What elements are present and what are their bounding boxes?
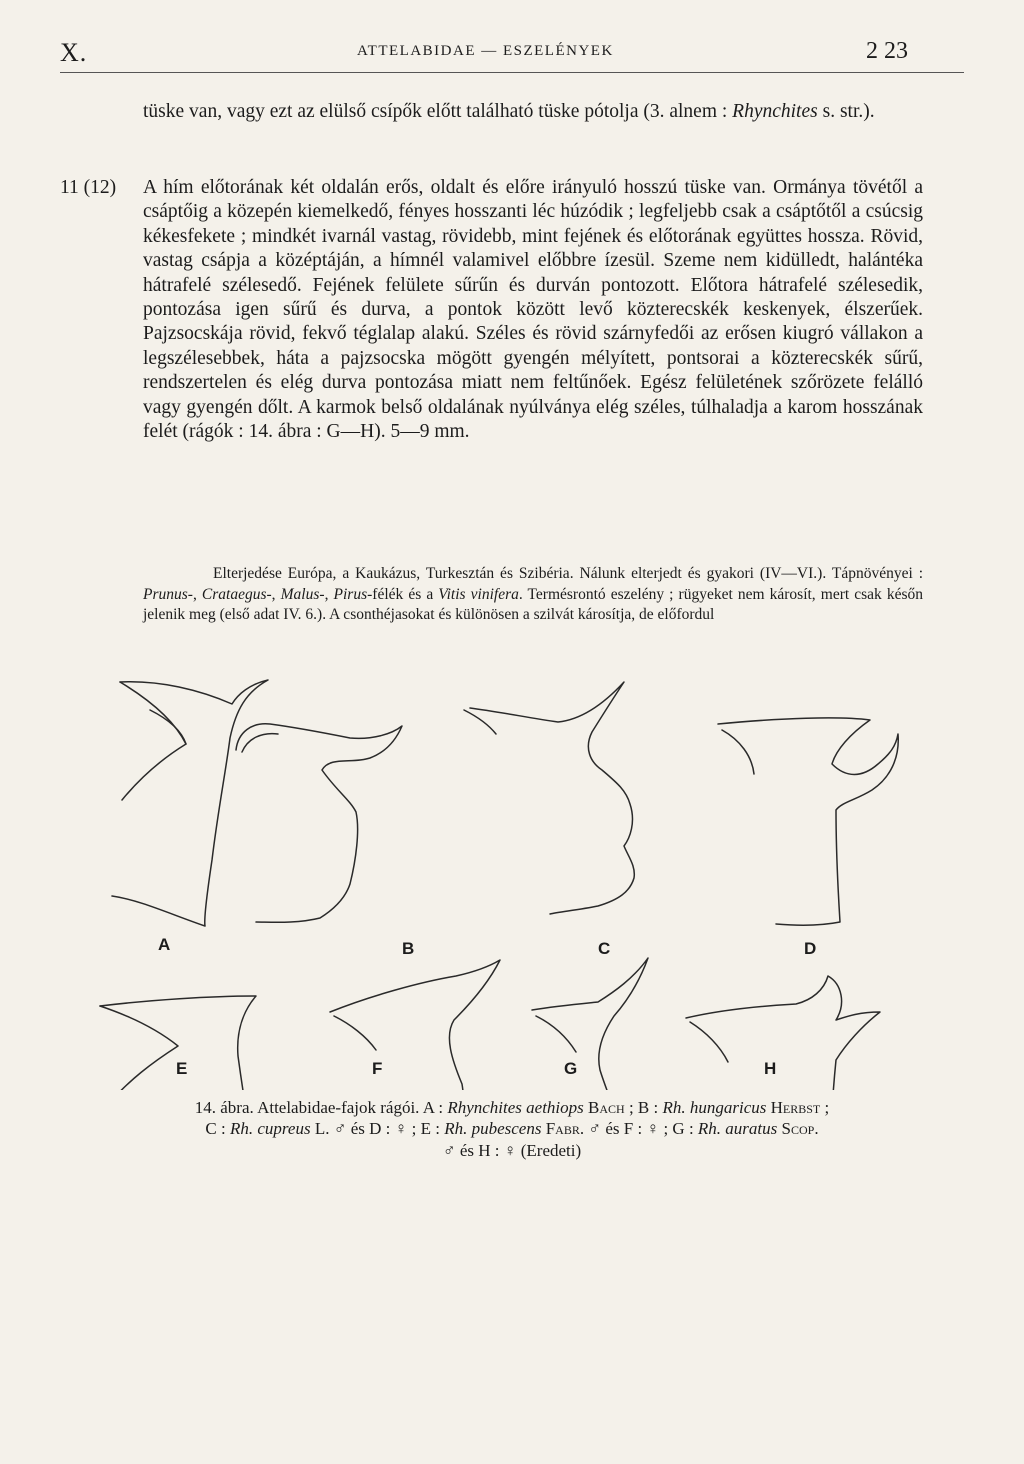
page-number: 2 23 xyxy=(866,38,908,64)
mandible-figure xyxy=(0,660,1024,1090)
label-e: E xyxy=(176,1059,188,1078)
mandible-c xyxy=(464,682,634,914)
mandible-f xyxy=(330,960,500,1090)
caption-line-1: 14. ábra. Attelabidae-fajok rágói. A : Rhynchites aethiops Bach ; B : Rh. hungaricus Herbst ; xyxy=(194,1098,830,1117)
label-a: A xyxy=(158,935,171,954)
header-rule xyxy=(60,72,964,73)
couplet-text: A hím előtorának két oldalán erős, oldalt és előre irányuló hosszú tüske van. Ormánya tövétől a csáptőig a közepén kiemelkedő, fényes hosszanti léc húzódik ; legfeljebb csak a csáptőtől a csúcsig kékesfekete ; mindkét ivarnál vastag, rövidebb, mint fejének és előtorának együttes hossza. Rövid, vastag csápja a középtáján, a hímnél valamivel előbbre ízesül. Szeme nem kidülledt, halántéka hátrafelé szélesedő. Fejének felülete sűrűn és durván pontozott. Előtora hátrafelé szélesedik, pontozása igen sűrű és durva, a pontok között levő közterecskék keskenyek, élszerűek. Pajzsocskája rövid, fekvő téglalap alakú. Széles és rövid szárnyfedői az erősen kiugró vállakon a legszélesebbek, háta a pajzsocska mögött gyengén mélyített, pontsorai a közterecskék sűrű, rendszertelen és elég durva pontozása miatt nem feltűnőek. Egész felületének szőrözete felálló vagy gyengén dőlt. A karmok belső oldalának nyúlványa elég széles, túlhaladja a karom hosszának felét (rágók : 14. ábra : G—H). 5—9 mm. xyxy=(143,177,923,443)
label-f: F xyxy=(372,1059,383,1078)
distribution-note: Elterjedése Európa, a Kaukázus, Turkesztán és Szibéria. Nálunk elterjedt és gyakori (IV—VI.). Tápnövényei : Prunus-, Crataegus-, Malus-, Pirus-félék és a Vitis vinifera. Termésrontó eszelény ; rügyeket nem károsít, mert csak későn jelenik meg (első adat IV. 6.). A csonthéjasokat és különösen a szilvát károsítja, de előfordul xyxy=(143,565,924,624)
mandible-d xyxy=(718,718,898,925)
key-couplet-11 xyxy=(60,176,923,444)
label-d: D xyxy=(804,939,817,958)
running-title: ATTELABIDAE — ESZELÉNYEK xyxy=(357,43,614,59)
paragraph-continuation: tüske van, vagy ezt az elülső csípők előtt található tüske pótolja (3. alnem : Rhynchites s. str.). xyxy=(143,101,875,122)
label-g: G xyxy=(564,1059,578,1078)
mandible-g xyxy=(532,958,648,1090)
mandible-h xyxy=(686,976,880,1090)
label-b: B xyxy=(402,939,415,958)
caption-line-2: C : Rh. cupreus L. ♂ és D : ♀ ; E : Rh. pubescens Fabr. ♂ és F : ♀ ; G : Rh. auratus Scop. xyxy=(205,1119,819,1139)
chapter-number: X. xyxy=(60,38,88,67)
couplet-label: 11 (12) xyxy=(60,177,117,198)
label-c: C xyxy=(598,939,611,958)
caption-line-3: ♂ és H : ♀ (Eredeti) xyxy=(442,1140,582,1160)
label-h: H xyxy=(764,1059,777,1078)
figure-caption xyxy=(60,1097,964,1161)
mandible-a xyxy=(112,680,268,926)
mandible-b xyxy=(236,724,402,923)
